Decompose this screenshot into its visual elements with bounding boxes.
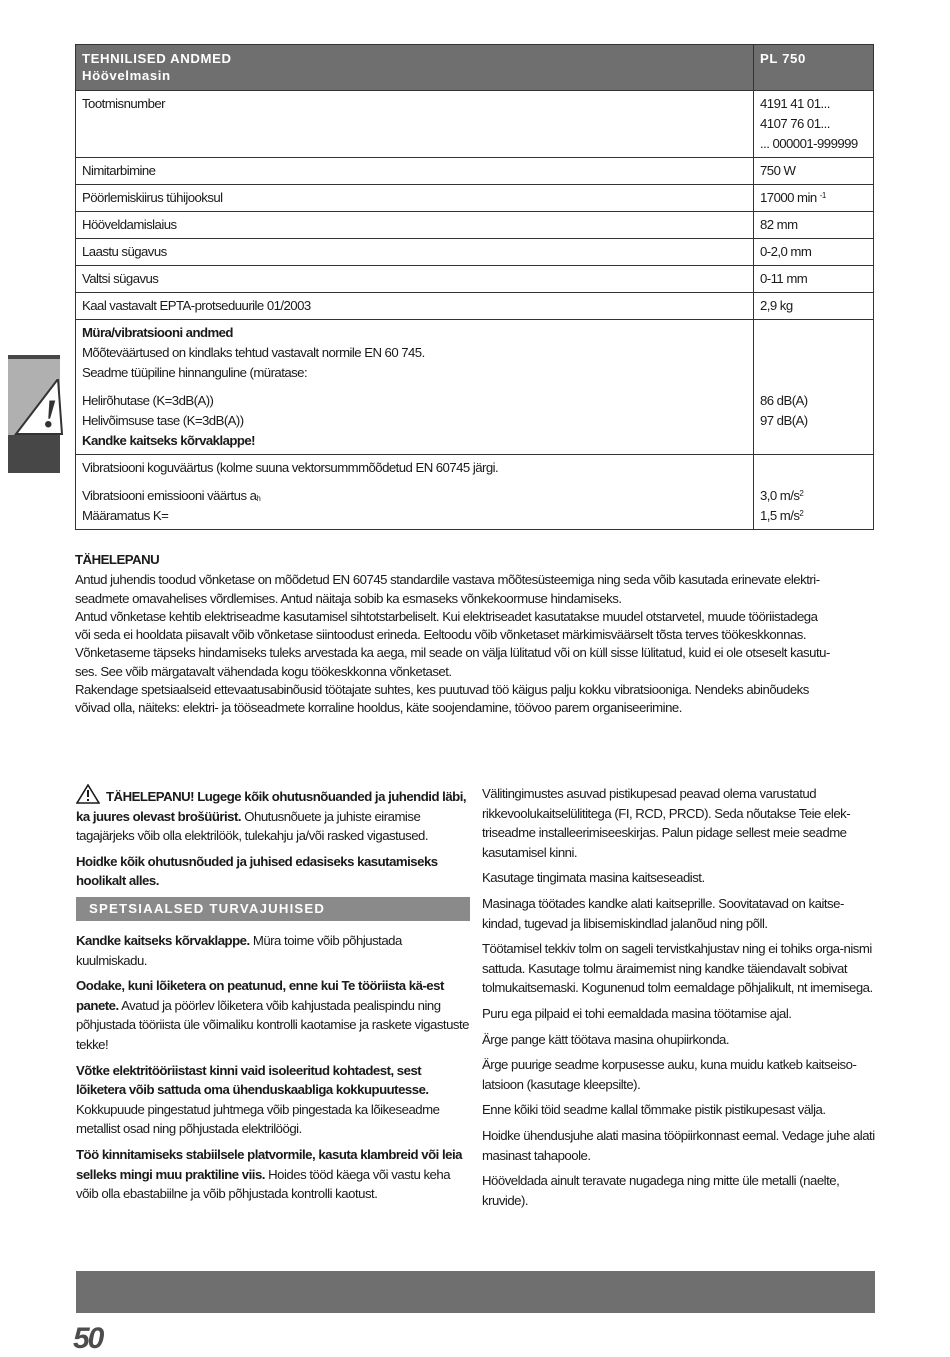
sound-power-value: 97 dB(A): [760, 413, 808, 428]
table-row: [76, 293, 874, 320]
right-column: [482, 784, 876, 1216]
safety-paragraph: Ärge pange kätt töötava masina ohupiirkonda.: [482, 1031, 730, 1047]
notice-line: võivad olla, näiteks: elektri- ja tööseadmete korraline hooldus, käte soojendamine, töövoo parem organiseerimine.: [75, 700, 682, 716]
table-row: [76, 91, 874, 158]
notice-line: Antud võnketase kehtib elektriseadme kasutamisel sihtotstarbeliselt. Kui elektriseadet kasutatakse muudel otstarvetel, muude tööriistadega: [75, 608, 818, 624]
safety-paragraph: Enne kõiki töid seadme kallal tõmmake pistik pistikupesast välja.: [482, 1102, 826, 1118]
notice-line: Rakendage spetsiaalseid ettevaatusabinõusid töötajate suhtes, kes puutuvad töö käigus palju kokku vibratsiooniga. Nendeks abinõudeks: [75, 682, 809, 698]
section-title: SPETSIAALSED TURVAJUHISED: [76, 897, 470, 921]
sound-pressure-value: 86 dB(A): [760, 393, 808, 408]
row-label: Nimitarbimine: [76, 158, 754, 185]
safety-item: Oodake, kuni lõiketera on peatunud, enne kui Te tööriista kä-est panete. Avatud ja pöörlev lõiketera võib kahjustada pealispindu ning põhjustada tööriista üle võimaliku kontrolli kaotamise ja raskete vigastuste tekke!: [76, 978, 470, 1052]
table-row: [76, 239, 874, 266]
vibration-row: [76, 455, 874, 530]
noise-labels: [76, 320, 754, 455]
sound-power-label: Helivõimsuse tase (K=3dB(A)): [82, 413, 244, 428]
table-row: [76, 185, 874, 212]
left-column: [76, 784, 470, 1210]
footer-band: [76, 1271, 875, 1313]
noise-values: [754, 320, 874, 455]
row-value: 2,9 kg: [754, 293, 874, 320]
warning-icon: [76, 784, 100, 804]
safety-paragraph: Masinaga töötades kandke alati kaitseprille. Soovitatavad on kaitse-kindad, tugevad ja libisemiskindlad jalanõud ning põll.: [482, 895, 844, 931]
row-label: Pöörlemiskiirus tühijooksul: [76, 185, 754, 212]
notice-line: või seda ei hooldata piisavalt võib võnketase siintoodust erineda. Eeltoodu võib võnketaset märkimisväärselt tõsta terves töökeskkonnas.: [75, 627, 807, 643]
row-label: Laastu sügavus: [76, 239, 754, 266]
table-header-title: [76, 45, 754, 91]
safety-paragraph: Hööveldada ainult teravate nugadega ning mitte üle metalli (naelte, kruvide).: [482, 1173, 840, 1208]
safety-paragraph: Puru ega pilpaid ei tohi eemaldada masina töötamise ajal.: [482, 1005, 792, 1021]
safety-item: Võtke elektritööriistast kinni vaid isoleeritud kohtadest, sest lõiketera võib sattuda oma ühenduskaabliga kokkupuutesse. Kokkupuude pingestatud juhtmega võib pingestada ka lõikeseadme metallist osad ning põhjustada elektrilöögi.: [76, 1062, 440, 1137]
row-label: Valtsi sügavus: [76, 266, 754, 293]
table-row: [76, 158, 874, 185]
table-row: [76, 266, 874, 293]
ear-protection-note: Kandke kaitseks kõrvaklappe!: [82, 433, 255, 448]
svg-text:!: !: [42, 391, 58, 435]
emission-value: 3,0 $m/s^2$: [760, 488, 804, 503]
notice-line: seadmete omavahelises võrdlemises. Antud näitaja sobib ka esmaseks võnkekoormuse hindamiseks.: [75, 590, 622, 606]
safety-paragraph: Kasutage tingimata masina kaitseseadist.: [482, 870, 705, 886]
table-header-model: PL 750: [754, 45, 874, 91]
row-value: 0-11 mm: [754, 266, 874, 293]
notice-heading: TÄHELEPANU: [75, 552, 160, 567]
row-value: 17000 min $^{-1}$: [754, 185, 874, 212]
uncertainty-label: Määramatus K=: [82, 508, 169, 523]
table-row: [76, 212, 874, 239]
row-value: 750 W: [754, 158, 874, 185]
noise-line: Mõõteväärtused on kindlaks tehtud vastavalt normile EN 60 745.: [82, 345, 425, 360]
safety-item: Töö kinnitamiseks stabiilsele platvormile, kasuta klambreid või leia selleks mingi muu praktiline viis. Hoides tööd käega või vastu keha võib olla ebastabiilne ja võib põhjustada kontrolli kaotust.: [76, 1146, 462, 1202]
emission-label: Vibratsiooni emissiooni väärtus $a_h$: [82, 488, 261, 503]
vibration-line: Vibratsiooni koguväärtus (kolme suuna vektorsummmõõdetud EN 60745 järgi.: [82, 460, 499, 475]
vibration-labels: [76, 455, 754, 530]
noise-line: Seadme tüüpiline hinnanguline (müratase:: [82, 365, 308, 380]
row-value: 4191 41 01... 4107 76 01... ... 000001-999999: [754, 91, 874, 158]
notice-line: Võnketaseme täpseks hindamiseks tuleks arvestada ka aega, mil seade on välja lülitatud või on küll sisse lülitatud, kuid ei ole otseselt kasutu-: [75, 645, 830, 661]
page-number: 50: [73, 1322, 103, 1355]
safety-warning: TÄHELEPANU! Lugege kõik ohutusnõuanded ja juhendid läbi, ka juures olevast brošüürist. Ohutusnõuete ja juhiste eiramise tagajärjeks võib olla elektrilöök, tulekahju ja/või rasked vigastused.: [76, 784, 470, 846]
row-label: Hööveldamislaius: [76, 212, 754, 239]
table-title: TEHNILISED ANDMED: [82, 51, 232, 66]
safety-item: Kandke kaitseks kõrvaklappe. Müra toime võib põhjustada kuulmiskadu.: [76, 932, 402, 968]
warning-triangle-icon: [14, 379, 66, 435]
row-value: 82 mm: [754, 212, 874, 239]
safety-paragraph: Välitingimustes asuvad pistikupesad peavad olema varustatud rikkevoolukaitselülititega (FI, RCD, PRCD). Seda nõutakse Teie elek-triseadme installeerimiseeskirjas. Palun pidage sellest meie seadme kasutamisel kinni.: [482, 786, 851, 860]
notice-line: Antud juhendis toodud võnketase on mõõdetud EN 60745 standardile vastava mõõtesüsteemiga ning seda võib kasutada erinevate elektri-: [75, 572, 820, 588]
noise-heading: Müra/vibratsiooni andmed: [82, 325, 233, 340]
vibration-notice: [75, 551, 875, 718]
table-subtitle: Höövelmasin: [82, 68, 171, 83]
vibration-values: [754, 455, 874, 530]
noise-row: [76, 320, 874, 455]
keep-instructions: Hoidke kõik ohutusnõuded ja juhised edasiseks kasutamiseks hoolikalt alles.: [76, 853, 438, 889]
safety-paragraph: Ärge puurige seadme korpusesse auku, kuna muidu katkeb kaitseiso-latsioon (kasutage kleepsilte).: [482, 1057, 857, 1092]
technical-data-table: [75, 44, 874, 530]
safety-paragraph: Töötamisel tekkiv tolm on sageli tervistkahjustav ning ei tohiks orga-nismi sattuda. Kasutage tolmu äraimemist ning kandke täiendavalt sobivat tolmukaitsemaski. Kogunenud tolm eemaldage põhjalikult, nt imemisega.: [482, 941, 873, 996]
row-label: Kaal vastavalt EPTA-protseduurile 01/2003: [76, 293, 754, 320]
row-value: 0-2,0 mm: [754, 239, 874, 266]
uncertainty-value: 1,5 $m/s^2$: [760, 508, 804, 523]
notice-line: ses. See võib märgatavalt vähendada kogu töökeskkonna võnketaset.: [75, 663, 452, 679]
row-label: Tootmisnumber: [76, 91, 754, 158]
sound-pressure-label: Helirõhutase (K=3dB(A)): [82, 393, 214, 408]
safety-paragraph: Hoidke ühendusjuhe alati masina tööpiirkonnast eemal. Vedage juhe alati masinast tahapoole.: [482, 1127, 875, 1163]
side-warning-tab: [8, 355, 60, 473]
